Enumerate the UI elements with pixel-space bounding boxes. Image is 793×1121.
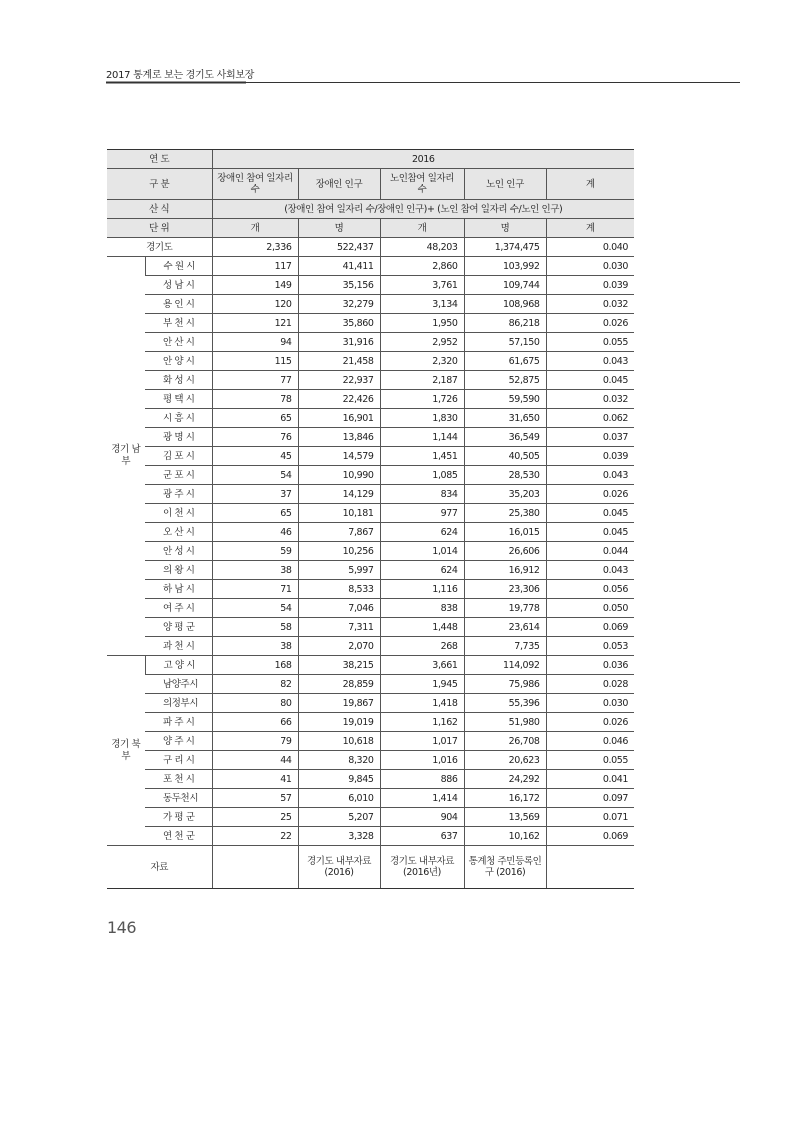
region-label: 경기 북부	[107, 656, 145, 846]
table-cell: 7,046	[298, 599, 380, 618]
table-cell: 0.045	[546, 504, 634, 523]
running-head: 2017 통계로 보는 경기도 사회보장	[106, 70, 255, 81]
city-name: 연 천 군	[145, 827, 212, 846]
table-row	[107, 485, 634, 504]
table-cell: 0.037	[546, 428, 634, 447]
table-cell: 31,916	[298, 333, 380, 352]
unit-cell: 계	[546, 219, 634, 238]
table-cell: 38	[212, 637, 298, 656]
total-label: 경기도	[107, 238, 212, 257]
table-cell: 19,019	[298, 713, 380, 732]
city-name: 성 남 시	[145, 276, 212, 295]
table-cell: 1,116	[380, 580, 464, 599]
source-cell	[212, 846, 298, 889]
table-cell: 55,396	[464, 694, 546, 713]
table-cell: 57,150	[464, 333, 546, 352]
table-cell: 20,623	[464, 751, 546, 770]
city-name: 안 성 시	[145, 542, 212, 561]
table-cell: 31,650	[464, 409, 546, 428]
table-cell: 114,092	[464, 656, 546, 675]
column-header-row	[107, 169, 634, 200]
table-cell: 13,569	[464, 808, 546, 827]
city-name: 김 포 시	[145, 447, 212, 466]
table-cell: 0.044	[546, 542, 634, 561]
table-cell: 82	[212, 675, 298, 694]
table-cell: 0.045	[546, 371, 634, 390]
table-row	[107, 276, 634, 295]
table-cell: 13,846	[298, 428, 380, 447]
city-name: 안 양 시	[145, 352, 212, 371]
table-cell: 624	[380, 561, 464, 580]
city-name: 수 원 시	[145, 257, 212, 276]
table-row	[107, 789, 634, 808]
table-row	[107, 751, 634, 770]
table-row	[107, 390, 634, 409]
table-cell: 45	[212, 447, 298, 466]
table-cell: 14,579	[298, 447, 380, 466]
unit-cell: 개	[380, 219, 464, 238]
source-cell: 경기도 내부자료 (2016년)	[380, 846, 464, 889]
source-cell: 경기도 내부자료 (2016)	[298, 846, 380, 889]
table-cell: 66	[212, 713, 298, 732]
formula-text: (장애인 참여 일자리 수/장애인 인구)+ (노인 참여 일자리 수/노인 인구)	[212, 200, 634, 219]
formula-label: 산 식	[107, 200, 212, 219]
unit-cell: 명	[464, 219, 546, 238]
table-cell: 19,867	[298, 694, 380, 713]
table-cell: 7,311	[298, 618, 380, 637]
table-cell: 149	[212, 276, 298, 295]
table-cell: 59	[212, 542, 298, 561]
city-name: 이 천 시	[145, 504, 212, 523]
table-cell: 1,085	[380, 466, 464, 485]
table-cell: 103,992	[464, 257, 546, 276]
city-name: 양 주 시	[145, 732, 212, 751]
table-row	[107, 599, 634, 618]
table-cell: 624	[380, 523, 464, 542]
table-cell: 44	[212, 751, 298, 770]
city-name: 의정부시	[145, 694, 212, 713]
table-cell: 0.028	[546, 675, 634, 694]
column-header: 장애인 참여 일자리 수	[212, 169, 298, 200]
table-cell: 21,458	[298, 352, 380, 371]
table-cell: 1,017	[380, 732, 464, 751]
city-name: 남양주시	[145, 675, 212, 694]
city-name: 안 산 시	[145, 333, 212, 352]
table-cell: 0.040	[546, 238, 634, 257]
table-cell: 54	[212, 466, 298, 485]
city-name: 고 양 시	[145, 656, 212, 675]
table-cell: 268	[380, 637, 464, 656]
region-label: 경기 남부	[107, 257, 145, 656]
city-name: 파 주 시	[145, 713, 212, 732]
table-cell: 0.069	[546, 827, 634, 846]
table-cell: 41,411	[298, 257, 380, 276]
source-cell	[546, 846, 634, 889]
table-cell: 10,618	[298, 732, 380, 751]
table-cell: 121	[212, 314, 298, 333]
table-row	[107, 504, 634, 523]
city-name: 광 주 시	[145, 485, 212, 504]
city-name: 용 인 시	[145, 295, 212, 314]
table-cell: 80	[212, 694, 298, 713]
table-cell: 14,129	[298, 485, 380, 504]
table-cell: 5,997	[298, 561, 380, 580]
table-cell: 1,945	[380, 675, 464, 694]
table-cell: 25,380	[464, 504, 546, 523]
table-cell: 10,256	[298, 542, 380, 561]
city-name: 의 왕 시	[145, 561, 212, 580]
table-row	[107, 542, 634, 561]
table-cell: 1,950	[380, 314, 464, 333]
table-cell: 117	[212, 257, 298, 276]
table-cell: 886	[380, 770, 464, 789]
table-cell: 0.041	[546, 770, 634, 789]
table-cell: 838	[380, 599, 464, 618]
table-cell: 2,187	[380, 371, 464, 390]
table-cell: 0.056	[546, 580, 634, 599]
table-cell: 8,533	[298, 580, 380, 599]
table-row	[107, 371, 634, 390]
table-cell: 71	[212, 580, 298, 599]
table-cell: 0.045	[546, 523, 634, 542]
city-name: 부 천 시	[145, 314, 212, 333]
table-cell: 86,218	[464, 314, 546, 333]
table-row	[107, 314, 634, 333]
table-row	[107, 561, 634, 580]
table-cell: 76	[212, 428, 298, 447]
table-cell: 0.039	[546, 447, 634, 466]
table-cell: 10,181	[298, 504, 380, 523]
table-cell: 0.026	[546, 713, 634, 732]
page-number: 146	[107, 918, 137, 937]
table-cell: 65	[212, 504, 298, 523]
unit-cell: 개	[212, 219, 298, 238]
city-name: 포 천 시	[145, 770, 212, 789]
source-label: 자료	[107, 846, 212, 889]
table-cell: 10,162	[464, 827, 546, 846]
header-rule	[106, 82, 740, 83]
table-row	[107, 523, 634, 542]
table-cell: 51,980	[464, 713, 546, 732]
table-cell: 0.026	[546, 314, 634, 333]
table-cell: 58	[212, 618, 298, 637]
table-cell: 3,328	[298, 827, 380, 846]
table-cell: 59,590	[464, 390, 546, 409]
city-name: 오 산 시	[145, 523, 212, 542]
table-cell: 46	[212, 523, 298, 542]
table-cell: 0.055	[546, 751, 634, 770]
table-cell: 35,860	[298, 314, 380, 333]
table-row	[107, 466, 634, 485]
table-row	[107, 827, 634, 846]
table-row	[107, 257, 634, 276]
table-cell: 19,778	[464, 599, 546, 618]
table-row	[107, 409, 634, 428]
table-row	[107, 637, 634, 656]
category-label: 구 분	[107, 169, 212, 200]
city-name: 구 리 시	[145, 751, 212, 770]
table-cell: 3,761	[380, 276, 464, 295]
table-cell: 522,437	[298, 238, 380, 257]
table-cell: 61,675	[464, 352, 546, 371]
table-cell: 10,990	[298, 466, 380, 485]
city-name: 여 주 시	[145, 599, 212, 618]
table-cell: 168	[212, 656, 298, 675]
table-cell: 35,203	[464, 485, 546, 504]
table-cell: 2,070	[298, 637, 380, 656]
table-cell: 0.030	[546, 257, 634, 276]
source-row	[107, 846, 634, 889]
year-label: 연 도	[107, 150, 212, 169]
table-cell: 0.030	[546, 694, 634, 713]
table-cell: 22,426	[298, 390, 380, 409]
table-cell: 0.032	[546, 390, 634, 409]
table-cell: 0.046	[546, 732, 634, 751]
table-cell: 977	[380, 504, 464, 523]
total-row	[107, 238, 634, 257]
table-cell: 0.043	[546, 352, 634, 371]
table-cell: 65	[212, 409, 298, 428]
table-cell: 1,014	[380, 542, 464, 561]
table-cell: 38	[212, 561, 298, 580]
table-cell: 115	[212, 352, 298, 371]
table-cell: 0.097	[546, 789, 634, 808]
table-cell: 78	[212, 390, 298, 409]
table-cell: 0.032	[546, 295, 634, 314]
formula-row	[107, 200, 634, 219]
table-cell: 94	[212, 333, 298, 352]
unit-row	[107, 219, 634, 238]
table-cell: 0.062	[546, 409, 634, 428]
table-row	[107, 656, 634, 675]
table-cell: 16,912	[464, 561, 546, 580]
table-cell: 22	[212, 827, 298, 846]
city-name: 평 택 시	[145, 390, 212, 409]
city-name: 화 성 시	[145, 371, 212, 390]
table-cell: 5,207	[298, 808, 380, 827]
table-cell: 23,614	[464, 618, 546, 637]
table-cell: 32,279	[298, 295, 380, 314]
table-cell: 0.069	[546, 618, 634, 637]
table-cell: 0.039	[546, 276, 634, 295]
table-cell: 1,162	[380, 713, 464, 732]
table-cell: 24,292	[464, 770, 546, 789]
table-cell: 0.036	[546, 656, 634, 675]
table-cell: 3,134	[380, 295, 464, 314]
table-cell: 0.071	[546, 808, 634, 827]
table-cell: 16,172	[464, 789, 546, 808]
table-cell: 0.043	[546, 561, 634, 580]
table-cell: 57	[212, 789, 298, 808]
table-cell: 2,952	[380, 333, 464, 352]
table-cell: 1,448	[380, 618, 464, 637]
table-cell: 0.026	[546, 485, 634, 504]
table-cell: 52,875	[464, 371, 546, 390]
table-cell: 7,735	[464, 637, 546, 656]
year-row	[107, 150, 634, 169]
table-cell: 48,203	[380, 238, 464, 257]
table-cell: 2,860	[380, 257, 464, 276]
table-cell: 0.055	[546, 333, 634, 352]
table-cell: 77	[212, 371, 298, 390]
unit-label: 단 위	[107, 219, 212, 238]
table-cell: 1,418	[380, 694, 464, 713]
table-cell: 637	[380, 827, 464, 846]
table-cell: 0.043	[546, 466, 634, 485]
table-row	[107, 447, 634, 466]
table-cell: 75,986	[464, 675, 546, 694]
table-cell: 54	[212, 599, 298, 618]
table-cell: 16,015	[464, 523, 546, 542]
table-row	[107, 352, 634, 371]
unit-cell: 명	[298, 219, 380, 238]
table-cell: 0.053	[546, 637, 634, 656]
table-row	[107, 580, 634, 599]
source-cell: 통계청 주민등록인구 (2016)	[464, 846, 546, 889]
table-cell: 16,901	[298, 409, 380, 428]
city-name: 하 남 시	[145, 580, 212, 599]
table-row	[107, 808, 634, 827]
table-cell: 834	[380, 485, 464, 504]
table-row	[107, 675, 634, 694]
table-row	[107, 770, 634, 789]
table-cell: 1,144	[380, 428, 464, 447]
table-cell: 1,016	[380, 751, 464, 770]
table-cell: 120	[212, 295, 298, 314]
table-cell: 8,320	[298, 751, 380, 770]
table-cell: 28,859	[298, 675, 380, 694]
table-cell: 36,549	[464, 428, 546, 447]
city-name: 시 흥 시	[145, 409, 212, 428]
city-name: 가 평 군	[145, 808, 212, 827]
table-cell: 1,726	[380, 390, 464, 409]
city-name: 양 평 군	[145, 618, 212, 637]
table-cell: 26,606	[464, 542, 546, 561]
table-cell: 79	[212, 732, 298, 751]
statistics-table	[107, 149, 634, 889]
column-header: 장애인 인구	[298, 169, 380, 200]
table-cell: 7,867	[298, 523, 380, 542]
table-row	[107, 618, 634, 637]
column-header: 노인참여 일자리 수	[380, 169, 464, 200]
table-cell: 904	[380, 808, 464, 827]
table-row	[107, 428, 634, 447]
table-cell: 108,968	[464, 295, 546, 314]
table-cell: 9,845	[298, 770, 380, 789]
table-cell: 1,830	[380, 409, 464, 428]
table-cell: 1,451	[380, 447, 464, 466]
column-header: 노인 인구	[464, 169, 546, 200]
table-cell: 40,505	[464, 447, 546, 466]
table-cell: 22,937	[298, 371, 380, 390]
table-cell: 1,414	[380, 789, 464, 808]
table-cell: 1,374,475	[464, 238, 546, 257]
table-cell: 2,320	[380, 352, 464, 371]
table-row	[107, 295, 634, 314]
table-cell: 26,708	[464, 732, 546, 751]
table-cell: 6,010	[298, 789, 380, 808]
table-cell: 3,661	[380, 656, 464, 675]
table-cell: 28,530	[464, 466, 546, 485]
table-row	[107, 732, 634, 751]
table-cell: 37	[212, 485, 298, 504]
column-header: 계	[546, 169, 634, 200]
city-name: 군 포 시	[145, 466, 212, 485]
year-value: 2016	[212, 150, 634, 169]
table-cell: 0.050	[546, 599, 634, 618]
table-cell: 109,744	[464, 276, 546, 295]
city-name: 동두천시	[145, 789, 212, 808]
table-body	[107, 150, 634, 889]
table-row	[107, 694, 634, 713]
table-cell: 23,306	[464, 580, 546, 599]
table-row	[107, 713, 634, 732]
table-cell: 35,156	[298, 276, 380, 295]
table-cell: 38,215	[298, 656, 380, 675]
city-name: 과 천 시	[145, 637, 212, 656]
table-row	[107, 333, 634, 352]
table-cell: 41	[212, 770, 298, 789]
table-cell: 25	[212, 808, 298, 827]
city-name: 광 명 시	[145, 428, 212, 447]
table-cell: 2,336	[212, 238, 298, 257]
